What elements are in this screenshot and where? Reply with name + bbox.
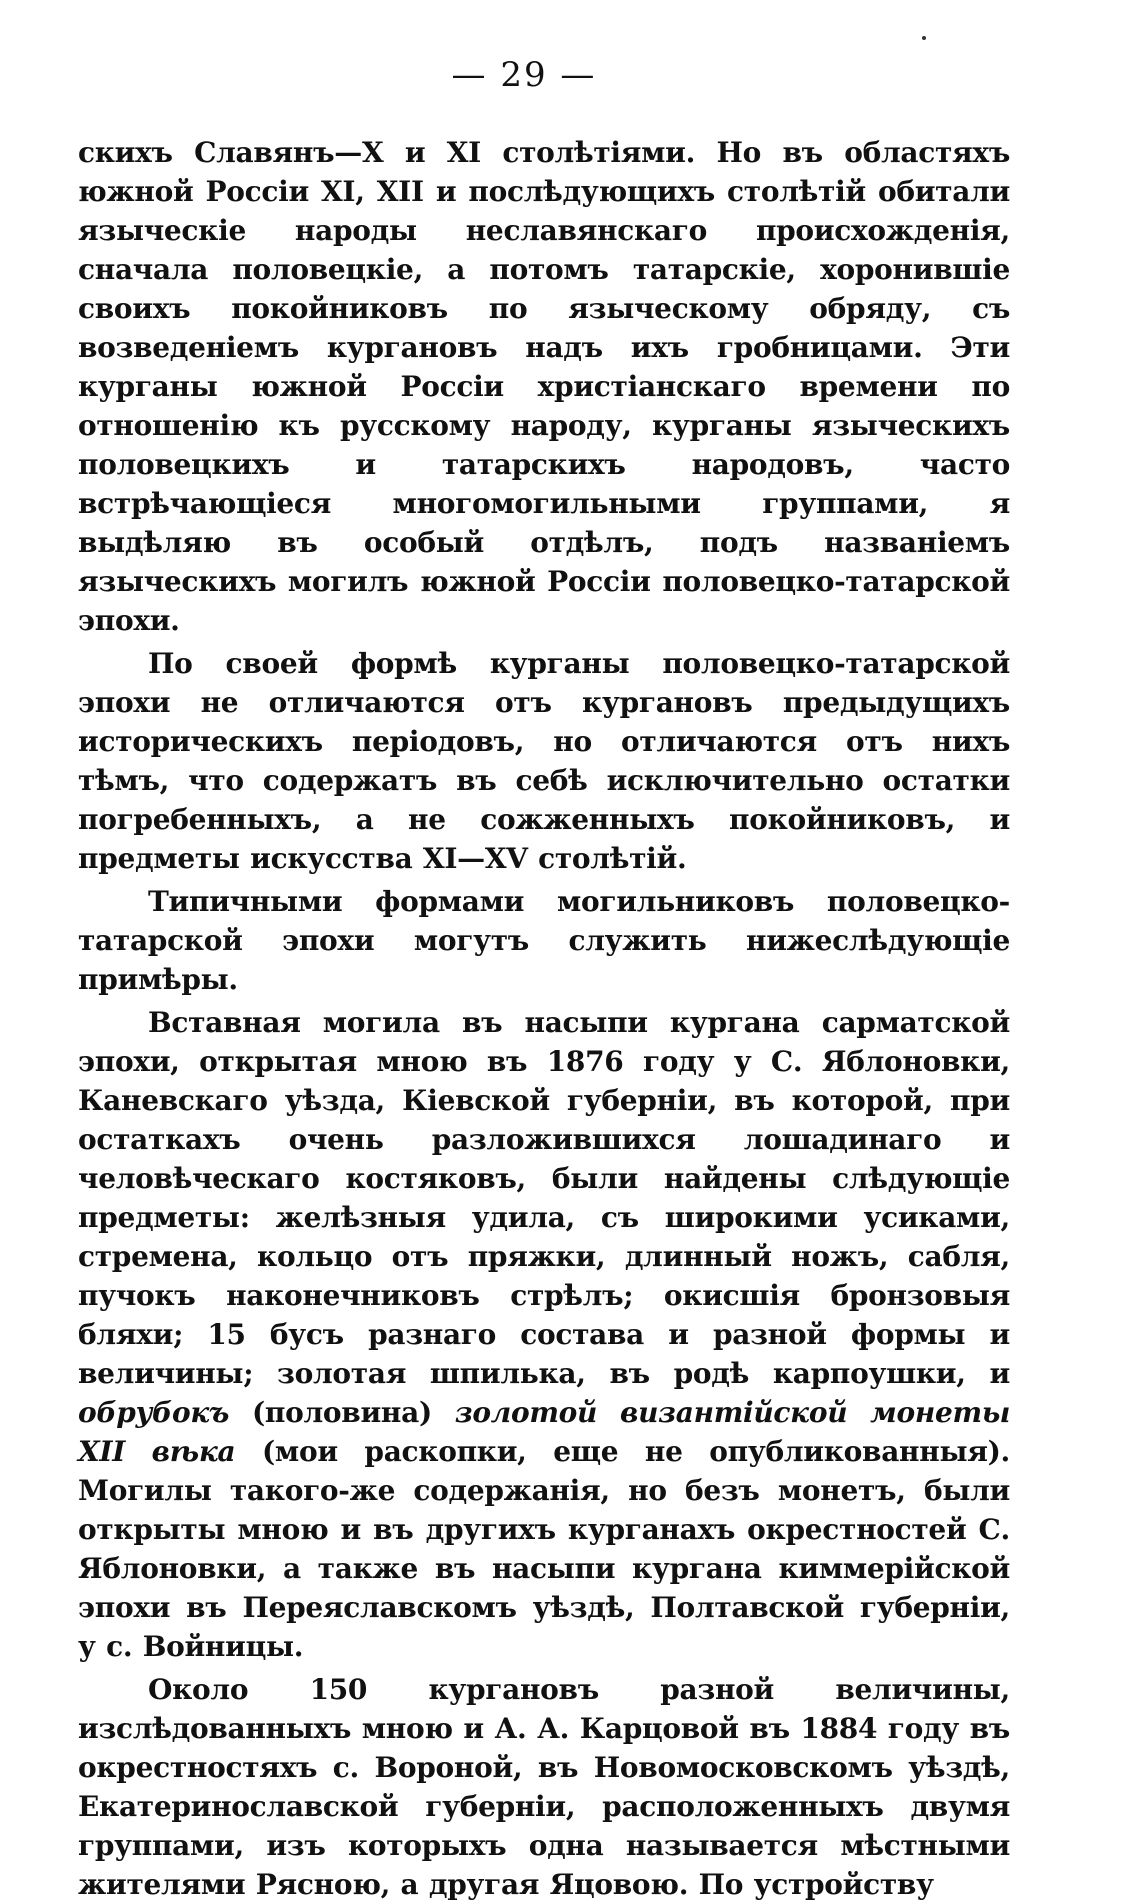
paragraph-text: По своей формѣ курганы половецко-татарской эпохи не отличаются отъ кургановъ предыдущихъ историческихъ періодовъ, но отличаются отъ нихъ тѣмъ, что содержатъ въ себѣ исключительно остатки погребенныхъ, а не сожженныхъ покойниковъ, и предметы искусства XI—XV столѣтій. [78, 647, 1010, 875]
paragraph-1 [78, 133, 1010, 640]
paragraph-5 [78, 1670, 1010, 1904]
paragraph-text: (половина) [229, 1396, 455, 1429]
page-number: — 29 — [451, 55, 597, 95]
italic-phrase: обрубокъ [78, 1396, 230, 1429]
paragraph-2 [78, 644, 1010, 878]
paragraph-text: (мои раскопки, еще не опубликованныя). Могилы такого-же содержанія, но безъ монетъ, были открыты мною и въ другихъ курганахъ окрестностей С. Яблоновки, а также въ насыпи кургана киммерійской эпохи въ Переяславскомъ уѣздѣ, Полтавской губерніи, у с. Войницы. [78, 1435, 1010, 1663]
text-body [78, 133, 1010, 1904]
paragraph-text: скихъ Славянъ—X и XI столѣтіями. Но въ областяхъ южной Россіи XI, XII и послѣдующихъ столѣтій обитали языческіе народы неславянскаго происхожденія, сначала половецкіе, а потомъ татарскіе, хоронившіе своихъ покойниковъ по языческому обряду, съ возведеніемъ кургановъ надъ ихъ гробницами. Эти курганы южной Россіи христіанскаго времени по отношенію къ русскому народу, курганы языческихъ половецкихъ и татарскихъ народовъ, часто встрѣчающіеся многомогильными группами, я выдѣляю въ особый отдѣлъ, подъ названіемъ языческихъ могилъ южной Россіи половецко-татарской эпохи. [78, 136, 1010, 637]
paragraph-text: Типичными формами могильниковъ половецко-татарской эпохи могутъ служить нижеслѣдующіе примѣры. [78, 885, 1010, 996]
paragraph-4 [78, 1003, 1010, 1666]
paragraph-3 [78, 882, 1010, 999]
print-speck [922, 36, 926, 40]
italic-phrase: золотой византійской монеты XII вѣка [78, 1396, 1011, 1468]
paragraph-text: Вставная могила въ насыпи кургана сарматской эпохи, открытая мною въ 1876 году у С. Яблоновки, Каневскаго уѣзда, Кіевской губерніи, въ которой, при остаткахъ очень разложившихся лошадинаго и человѣческаго костяковъ, были найдены слѣдующіе предметы: желѣзныя удила, съ широкими усиками, стремена, кольцо отъ пряжки, длинный ножъ, сабля, пучокъ наконечниковъ стрѣлъ; окисшія бронзовыя бляхи; 15 бусъ разнаго состава и разной формы и величины; золотая шпилька, въ родѣ карпоушки, и [78, 1006, 1010, 1390]
paragraph-text: Около 150 кургановъ разной величины, изслѣдованныхъ мною и А. А. Карцовой въ 1884 году въ окрестностяхъ с. Вороной, въ Новомосковскомъ уѣздѣ, Екатеринославской губерніи, расположенныхъ двумя группами, изъ которыхъ одна называется мѣстными жителями Рясною, а другая Яцовою. По устройству [78, 1673, 1010, 1901]
